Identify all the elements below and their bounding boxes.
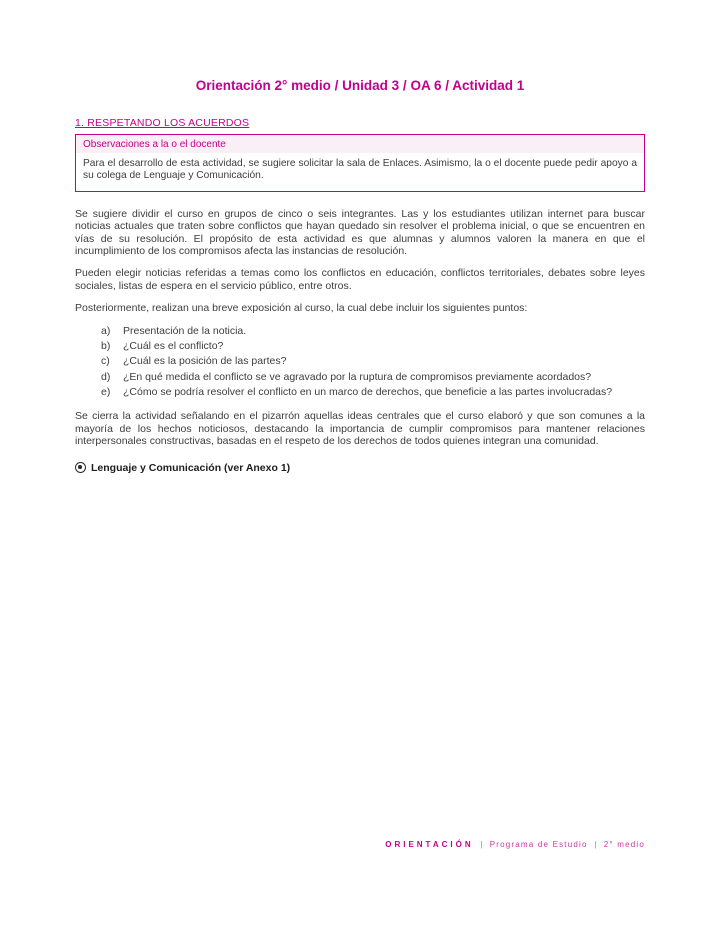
list-item-text: ¿En qué medida el conflicto se ve agravado por la ruptura de compromisos previamente acordados? (123, 370, 592, 383)
paragraph-exposition-intro: Posteriormente, realizan una breve exposición al curso, la cual debe incluir los siguientes puntos: (75, 302, 528, 315)
page-footer (385, 840, 645, 849)
teacher-note-body: Para el desarrollo de esta actividad, se sugiere solicitar la sala de Enlaces. Asimismo, la o el docente puede pedir apoyo a su colega de Lenguaje y Comunicación. (83, 158, 637, 182)
page-content (75, 78, 645, 474)
list-marker: e) (101, 386, 111, 398)
footer-level: 2° medio (603, 840, 645, 849)
footer-separator: | (480, 840, 483, 849)
list-item-text: ¿Cuál es la posición de las partes? (123, 355, 287, 368)
list-item (101, 325, 645, 337)
list-item (101, 340, 645, 352)
footer-program: Programa de Estudio (489, 840, 588, 849)
list-item (101, 386, 645, 398)
list-item-text: Presentación de la noticia. (123, 324, 247, 337)
list-marker: c) (101, 355, 110, 368)
list-marker: a) (101, 324, 111, 337)
page-title: Orientación 2° medio / Unidad 3 / OA 6 / Actividad 1 (195, 78, 525, 93)
teacher-note-header: Observaciones a la o el docente (76, 135, 644, 153)
list-item (101, 355, 645, 367)
paragraph-activity-intro: Se sugiere dividir el curso en grupos de cinco o seis integrantes. Las y los estudiantes utilizan internet para buscar noticias actuales que traten sobre conflictos que hayan quedado sin resolver el problema inicial, o que se encuentren en vías de su resolución. El propósito de esta actividad es que alumnas y alumnos valoren la manera en que el incumplimiento de los compromisos afecta las instancias de resolución. (75, 207, 645, 257)
cross-reference-label: Lenguaje y Comunicación (ver Anexo 1) (91, 461, 291, 474)
list-marker: b) (101, 339, 111, 352)
footer-brand: ORIENTACIÓN (385, 840, 474, 849)
paragraph-closing: Se cierra la actividad señalando en el pizarrón aquellas ideas centrales que el curso elaboró y que son comunes a la mayoría de los hechos noticiosos, destacando la importancia de cumplir compromisos para mantener relaciones interpersonales constructivas, basadas en el respeto de los derechos de todos quienes integran una comunidad. (75, 410, 645, 448)
list-marker: d) (101, 370, 111, 383)
list-item-text: ¿Cómo se podría resolver el conflicto en un marco de derechos, que beneficie a las partes involucradas? (123, 386, 613, 398)
exposition-points-list (101, 325, 645, 399)
teacher-note-box (75, 134, 645, 192)
list-item-text: ¿Cuál es el conflicto? (123, 339, 224, 352)
footer-separator: | (594, 840, 597, 849)
section-heading: 1. RESPETANDO LOS ACUERDOS (75, 117, 250, 129)
paragraph-news-topics: Pueden elegir noticias referidas a temas como los conflictos en educación, conflictos territoriales, debates sobre leyes sociales, listas de espera en el servicio público, entre otros. (75, 267, 645, 292)
cross-reference (75, 462, 645, 474)
cross-reference-icon (75, 462, 86, 473)
list-item (101, 371, 645, 383)
